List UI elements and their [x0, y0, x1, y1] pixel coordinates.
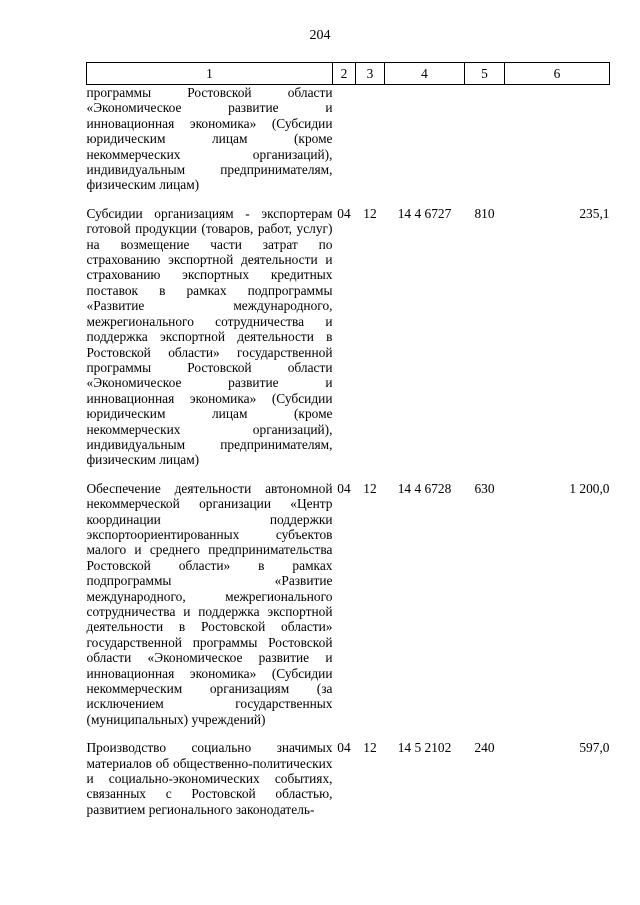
table-header-row: [87, 63, 610, 85]
row-subsection: [356, 85, 385, 206]
table-row: [87, 85, 610, 206]
row-target-code: [385, 85, 465, 206]
column-header-6: 6: [505, 63, 610, 85]
row-target-code: 14 5 2102: [397, 740, 452, 756]
budget-table: [86, 62, 610, 817]
column-header-5: 5: [465, 63, 505, 85]
row-target-code: 14 4 6728: [397, 480, 452, 496]
row-section: 04: [337, 740, 351, 756]
column-header-1: 1: [87, 63, 333, 85]
row-amount: [505, 85, 610, 206]
row-description: Субсидии организациям - экспортерам готовой продукции (товаров, работ, услуг) на возмещение части затрат по страхованию экспортной деятельности и страхованию экспортных кредитных поставок в рамках подпрограммы «Развитие международного, межрегионального сотрудничества и поддержка экспортной деятельности в Ростовской области» государственной программы Ростовской области «Экономическое развитие и инновационная экономика» (Субсидии юридическим лицам (кроме некоммерческих организаций), индивидуальным предпринимателям, физическим лицам): [86, 205, 333, 468]
row-section: 04: [337, 205, 351, 221]
row-amount: 1 200,0: [569, 480, 610, 496]
row-subsection: 12: [363, 740, 377, 756]
row-subsection: 12: [363, 480, 377, 496]
row-expense-type: 630: [474, 480, 495, 496]
column-header-3: 3: [356, 63, 385, 85]
row-expense-type: [465, 85, 505, 206]
column-header-4: 4: [385, 63, 465, 85]
row-description: программы Ростовской области «Экономическое развитие и инновационная экономика» (Субсидии юридическим лицам (кроме некоммерческих организаций), индивидуальным предпринимателям, физическим лицам): [86, 85, 333, 193]
table-row: [87, 206, 610, 481]
page-number: 204: [309, 28, 331, 43]
row-expense-type: 240: [474, 740, 495, 756]
row-section: 04: [337, 480, 351, 496]
column-header-2: 2: [333, 63, 356, 85]
table-row: [87, 740, 610, 817]
row-amount: 597,0: [579, 740, 610, 756]
table-row: [87, 481, 610, 741]
row-subsection: 12: [363, 205, 377, 221]
row-description: Производство социально значимых материалов об общественно-политических и социально-экономических событиях, связанных с Ростовской областью, развитием регионального законодатель-: [86, 740, 333, 817]
row-description: Обеспечение деятельности автономной некоммерческой организации «Центр координации поддержки экспортоориентированных субъектов малого и среднего предпринимательства Ростовской области» в рамках подпрограммы «Развитие международного, межрегионального сотрудничества и поддержка экспортной деятельности в Ростовской области» государственной программы Ростовской области «Экономическое развитие и инновационная экономика» (Субсидии некоммерческим организациям (за исключением государственных (муниципальных) учреждений): [86, 480, 333, 727]
row-section: [333, 85, 356, 206]
row-target-code: 14 4 6727: [397, 205, 452, 221]
row-amount: 235,1: [579, 205, 610, 221]
row-expense-type: 810: [474, 205, 495, 221]
